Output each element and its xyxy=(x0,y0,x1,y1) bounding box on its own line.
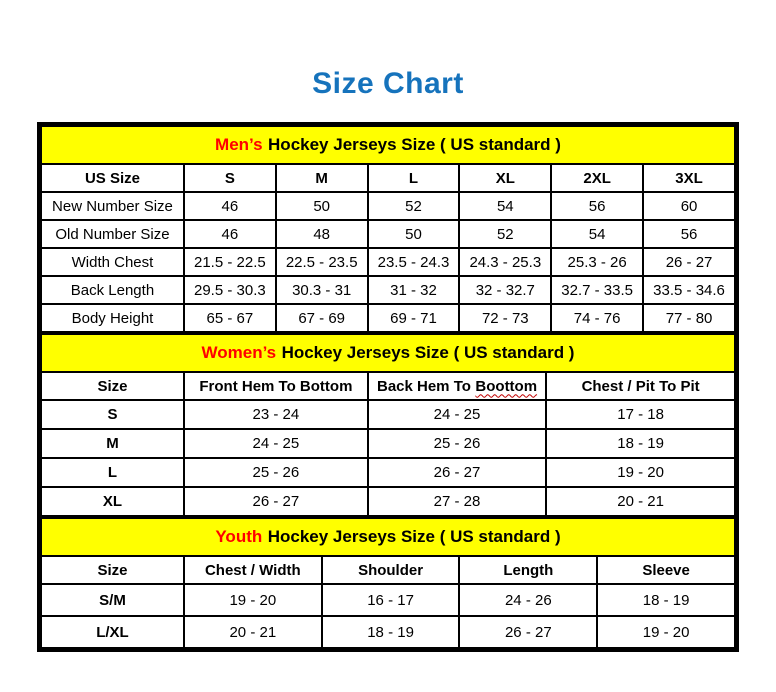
table-cell: 50 xyxy=(276,192,368,220)
size-chart-tables xyxy=(37,122,739,652)
table-cell: 18 - 19 xyxy=(546,429,735,458)
table-row xyxy=(41,584,735,616)
table-cell: 26 - 27 xyxy=(184,487,368,516)
table-cell: 18 - 19 xyxy=(597,584,735,616)
table-cell: 52 xyxy=(368,192,460,220)
table-row xyxy=(41,429,735,458)
table-cell: 27 - 28 xyxy=(368,487,546,516)
column-header: Chest / Pit To Pit xyxy=(546,372,735,400)
womens-band-title xyxy=(41,334,735,372)
column-header: XL xyxy=(459,164,551,192)
mens-band-rest: Hockey Jerseys Size ( US standard ) xyxy=(268,135,561,154)
table-cell: 54 xyxy=(459,192,551,220)
row-label: Width Chest xyxy=(41,248,184,276)
column-header: 3XL xyxy=(643,164,735,192)
row-label: New Number Size xyxy=(41,192,184,220)
column-header: Sleeve xyxy=(597,556,735,584)
table-cell: 33.5 - 34.6 xyxy=(643,276,735,304)
table-cell: 23.5 - 24.3 xyxy=(368,248,460,276)
column-header: M xyxy=(276,164,368,192)
womens-header-row xyxy=(41,372,735,400)
table-cell: 19 - 20 xyxy=(546,458,735,487)
mens-band-highlight: Men’s xyxy=(215,135,263,154)
column-header: Chest / Width xyxy=(184,556,322,584)
mens-size-table xyxy=(40,125,736,333)
table-cell: 25 - 26 xyxy=(184,458,368,487)
column-header: Shoulder xyxy=(322,556,460,584)
table-cell: 26 - 27 xyxy=(368,458,546,487)
table-cell: 26 - 27 xyxy=(459,616,597,648)
table-row xyxy=(41,276,735,304)
table-cell: 24 - 25 xyxy=(184,429,368,458)
mens-header-row xyxy=(41,164,735,192)
table-cell: 16 - 17 xyxy=(322,584,460,616)
table-cell: 21.5 - 22.5 xyxy=(184,248,276,276)
column-header-text: Back Hem To xyxy=(376,377,471,395)
youth-band-title xyxy=(41,518,735,556)
table-row xyxy=(41,248,735,276)
table-cell: 22.5 - 23.5 xyxy=(276,248,368,276)
table-cell: 20 - 21 xyxy=(546,487,735,516)
table-cell: 19 - 20 xyxy=(597,616,735,648)
table-cell: 25 - 26 xyxy=(368,429,546,458)
column-header: Size xyxy=(41,556,184,584)
youth-band-rest: Hockey Jerseys Size ( US standard ) xyxy=(267,527,561,546)
row-label: Old Number Size xyxy=(41,220,184,248)
row-label: Back Length xyxy=(41,276,184,304)
column-header: US Size xyxy=(41,164,184,192)
table-cell: 26 - 27 xyxy=(643,248,735,276)
table-cell: 72 - 73 xyxy=(459,304,551,332)
table-row xyxy=(41,220,735,248)
column-header: L xyxy=(368,164,460,192)
youth-band-highlight: Youth xyxy=(215,527,263,546)
row-label: Body Height xyxy=(41,304,184,332)
table-row xyxy=(41,487,735,516)
womens-band-highlight: Women’s xyxy=(201,343,277,362)
table-cell: 46 xyxy=(184,220,276,248)
table-row xyxy=(41,400,735,429)
youth-size-table xyxy=(40,517,736,649)
table-cell: 60 xyxy=(643,192,735,220)
table-cell: 24 - 26 xyxy=(459,584,597,616)
table-cell: 32.7 - 33.5 xyxy=(551,276,643,304)
misspelled-word: Boottom xyxy=(475,377,538,395)
column-header: Size xyxy=(41,372,184,400)
table-cell: 67 - 69 xyxy=(276,304,368,332)
table-row xyxy=(41,616,735,648)
table-cell: 56 xyxy=(551,192,643,220)
youth-header-row xyxy=(41,556,735,584)
table-cell: 32 - 32.7 xyxy=(459,276,551,304)
table-cell: 29.5 - 30.3 xyxy=(184,276,276,304)
table-row xyxy=(41,458,735,487)
table-cell: 20 - 21 xyxy=(184,616,322,648)
row-label: S/M xyxy=(41,584,184,616)
womens-size-table xyxy=(40,333,736,517)
mens-section-band xyxy=(41,126,735,164)
table-cell: 17 - 18 xyxy=(546,400,735,429)
table-cell: 74 - 76 xyxy=(551,304,643,332)
table-cell: 18 - 19 xyxy=(322,616,460,648)
column-header xyxy=(368,372,546,400)
column-header: Length xyxy=(459,556,597,584)
column-header: S xyxy=(184,164,276,192)
table-cell: 25.3 - 26 xyxy=(551,248,643,276)
table-cell: 54 xyxy=(551,220,643,248)
row-label: L xyxy=(41,458,184,487)
table-cell: 69 - 71 xyxy=(368,304,460,332)
womens-section-band xyxy=(41,334,735,372)
table-cell: 46 xyxy=(184,192,276,220)
table-cell: 24.3 - 25.3 xyxy=(459,248,551,276)
table-cell: 77 - 80 xyxy=(643,304,735,332)
row-label: L/XL xyxy=(41,616,184,648)
table-cell: 56 xyxy=(643,220,735,248)
table-cell: 48 xyxy=(276,220,368,248)
column-header: 2XL xyxy=(551,164,643,192)
row-label: M xyxy=(41,429,184,458)
table-cell: 52 xyxy=(459,220,551,248)
table-cell: 65 - 67 xyxy=(184,304,276,332)
table-row xyxy=(41,192,735,220)
table-row xyxy=(41,304,735,332)
table-cell: 24 - 25 xyxy=(368,400,546,429)
table-cell: 50 xyxy=(368,220,460,248)
page-title: Size Chart xyxy=(312,67,464,100)
womens-band-rest: Hockey Jerseys Size ( US standard ) xyxy=(281,343,575,362)
row-label: S xyxy=(41,400,184,429)
mens-band-title xyxy=(41,126,735,164)
row-label: XL xyxy=(41,487,184,516)
youth-section-band xyxy=(41,518,735,556)
table-cell: 19 - 20 xyxy=(184,584,322,616)
column-header: Front Hem To Bottom xyxy=(184,372,368,400)
table-cell: 31 - 32 xyxy=(368,276,460,304)
table-cell: 23 - 24 xyxy=(184,400,368,429)
table-cell: 30.3 - 31 xyxy=(276,276,368,304)
